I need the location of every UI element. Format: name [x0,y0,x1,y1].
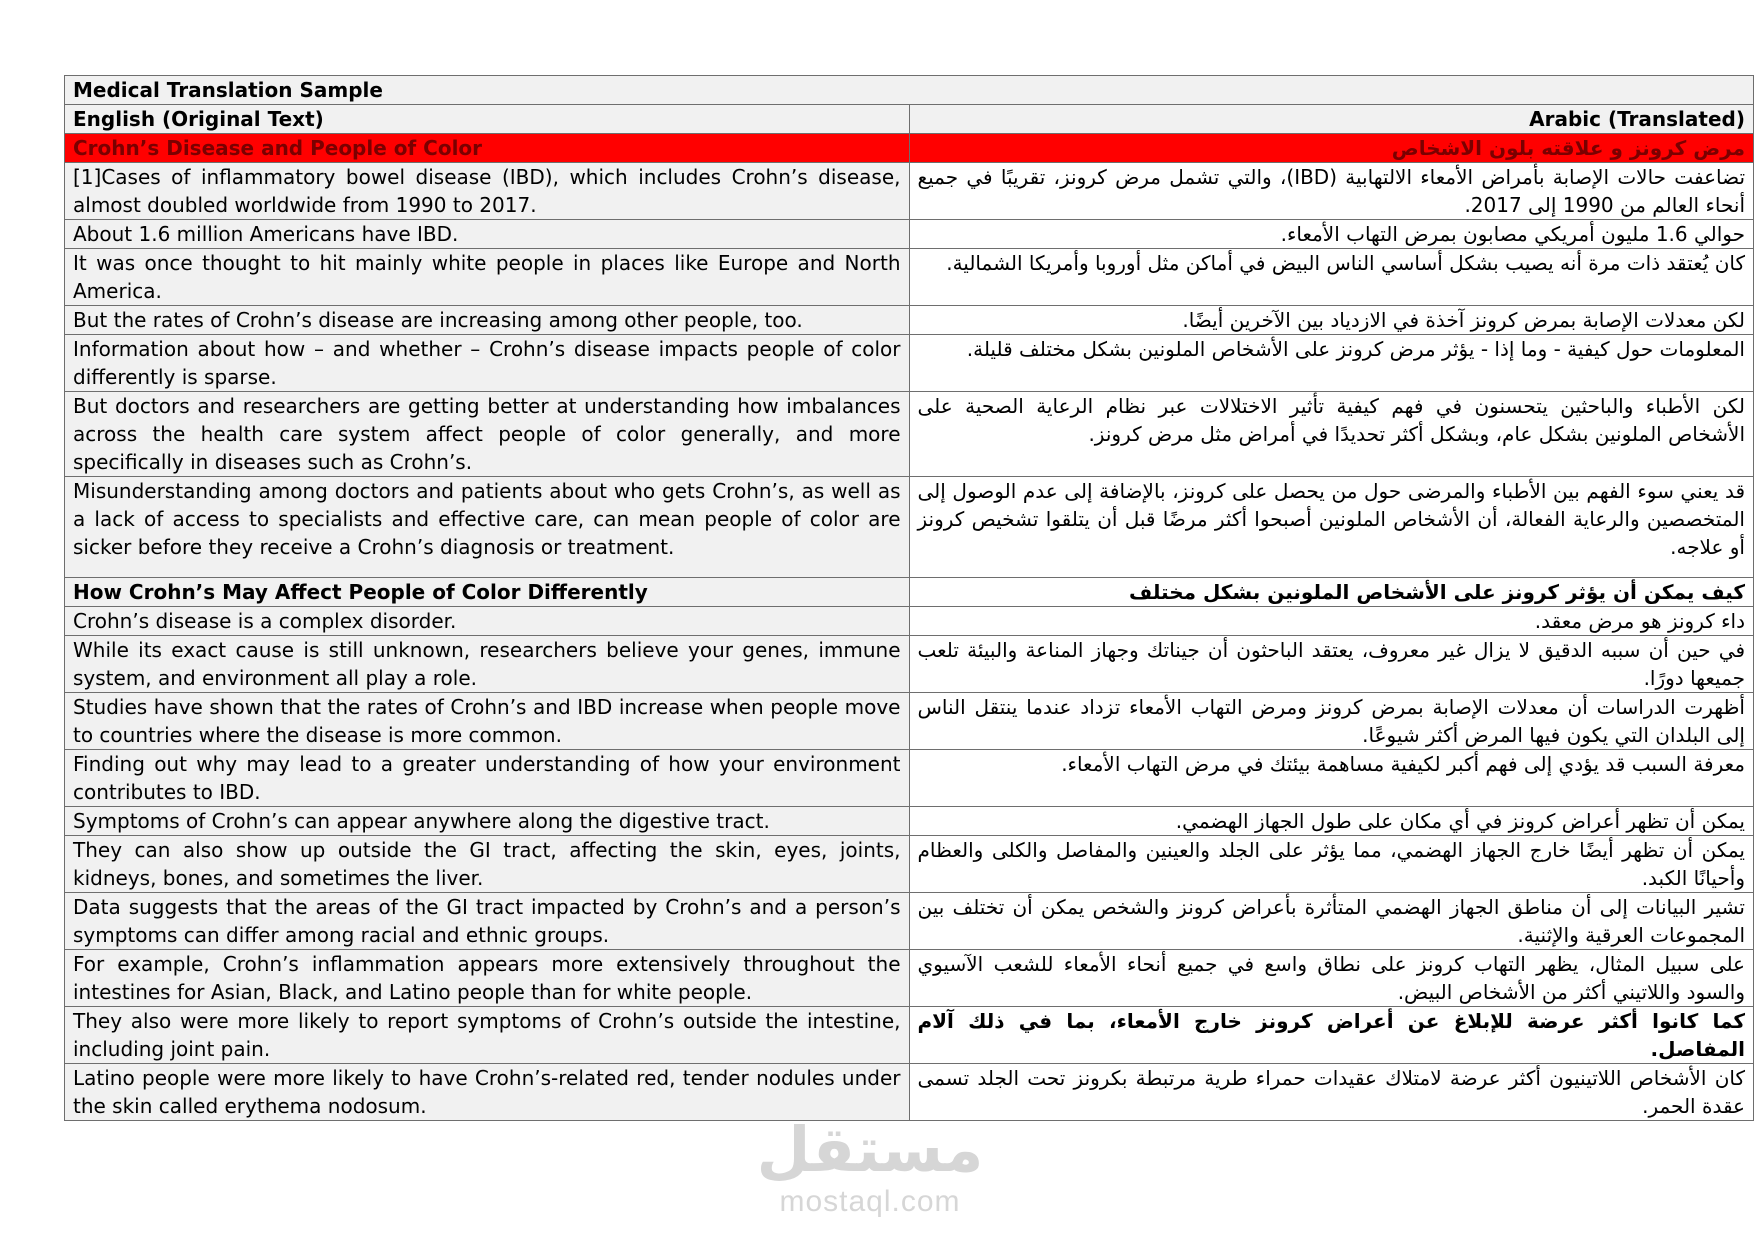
arabic-cell: داء كرونز هو مرض معقد. [909,607,1754,636]
english-cell: Finding out why may lead to a greater understanding of how your environment contributes to IBD. [65,750,910,807]
table-row [65,477,1754,578]
english-cell: But the rates of Crohn’s disease are increasing among other people, too. [65,306,910,335]
arabic-cell: كان الأشخاص اللاتينيون أكثر عرضة لامتلاك عقيدات حمراء طرية مرتبطة بكرونز تحت الجلد تسمى عقدة الحمر. [909,1064,1754,1121]
arabic-cell: يمكن أن تظهر أيضًا خارج الجهاز الهضمي، مما يؤثر على الجلد والعينين والمفاصل والكلى والعظام وأحيانًا الكبد. [909,836,1754,893]
english-cell: They also were more likely to report symptoms of Crohn’s outside the intestine, including joint pain. [65,1007,910,1064]
section-heading-arabic: كيف يمكن أن يؤثر كرونز على الأشخاص الملونين بشكل مختلف [909,578,1754,607]
arabic-cell: لكن معدلات الإصابة بمرض كرونز آخذة في الازدياد بين الآخرين أيضًا. [909,306,1754,335]
arabic-cell: على سبيل المثال، يظهر التهاب كرونز على نطاق واسع في جميع أنحاء الأمعاء للشعب الآسيوي والسود واللاتيني أكثر من الأشخاص البيض. [909,950,1754,1007]
arabic-cell: المعلومات حول كيفية - وما إذا - يؤثر مرض كرونز على الأشخاص الملونين بشكل مختلف قليلة. [909,335,1754,392]
table-row [65,1007,1754,1064]
table-row [65,750,1754,807]
english-cell: Data suggests that the areas of the GI tract impacted by Crohn’s and a person’s symptoms can differ among racial and ethnic groups. [65,893,910,950]
arabic-cell: قد يعني سوء الفهم بين الأطباء والمرضى حول من يحصل على كرونز، بالإضافة إلى عدم الوصول إلى المتخصصين والرعاية الفعالة، أن الأشخاص الملونين أصبحوا أكثر مرضًا قبل أن يتلقوا تشخيص كرونز أو علاجه. [909,477,1754,578]
arabic-column-header: Arabic (Translated) [909,105,1754,134]
arabic-cell: تضاعفت حالات الإصابة بأمراض الأمعاء الالتهابية (IBD)، والتي تشمل مرض كرونز، تقريبًا في جميع أنحاء العالم من 1990 إلى 2017. [909,163,1754,220]
english-cell: Symptoms of Crohn’s can appear anywhere along the digestive tract. [65,807,910,836]
english-cell: About 1.6 million Americans have IBD. [65,220,910,249]
table-title: Medical Translation Sample [65,76,1754,105]
section-heading-row [65,134,1754,163]
watermark-latin: mostaql.com [779,1185,961,1218]
arabic-cell: يمكن أن تظهر أعراض كرونز في أي مكان على طول الجهاز الهضمي. [909,807,1754,836]
arabic-cell: تشير البيانات إلى أن مناطق الجهاز الهضمي المتأثرة بأعراض كرونز والشخص يمكن أن تختلف بين المجموعات العرقية والإثنية. [909,893,1754,950]
english-cell: Studies have shown that the rates of Crohn’s and IBD increase when people move to countries where the disease is more common. [65,693,910,750]
table-row [65,163,1754,220]
table-row [65,693,1754,750]
table-title-row [65,76,1754,105]
english-cell: Misunderstanding among doctors and patients about who gets Crohn’s, as well as a lack of access to specialists and effective care, can mean people of color are sicker before they receive a Crohn’s diagnosis or treatment. [65,477,910,578]
table-row [65,392,1754,477]
table-row [65,1064,1754,1121]
mostaql-watermark [740,1115,1000,1219]
section-heading-english: Crohn’s Disease and People of Color [65,134,910,163]
arabic-cell: حوالي 1.6 مليون أمريكي مصابون بمرض التهاب الأمعاء. [909,220,1754,249]
table-row [65,249,1754,306]
table-row [65,836,1754,893]
arabic-cell: معرفة السبب قد يؤدي إلى فهم أكبر لكيفية مساهمة بيئتك في مرض التهاب الأمعاء. [909,750,1754,807]
english-cell: While its exact cause is still unknown, researchers believe your genes, immune system, and environment all play a role. [65,636,910,693]
english-column-header: English (Original Text) [65,105,910,134]
section-heading-english: How Crohn’s May Affect People of Color Differently [65,578,910,607]
table-row [65,636,1754,693]
table-row [65,807,1754,836]
english-cell: [1]Cases of inflammatory bowel disease (IBD), which includes Crohn’s disease, almost doubled worldwide from 1990 to 2017. [65,163,910,220]
english-cell: But doctors and researchers are getting better at understanding how imbalances across the health care system affect people of color generally, and more specifically in diseases such as Crohn’s. [65,392,910,477]
section-heading-arabic: مرض كرونز و علاقته بلون الاشخاص [909,134,1754,163]
watermark-arabic: مستقل [756,1113,984,1186]
table-row [65,607,1754,636]
arabic-cell: أظهرت الدراسات أن معدلات الإصابة بمرض كرونز ومرض التهاب الأمعاء تزداد عندما ينتقل الناس إلى البلدان التي يكون فيها المرض أكثر شيوعًا. [909,693,1754,750]
arabic-cell: في حين أن سببه الدقيق لا يزال غير معروف، يعتقد الباحثون أن جيناتك وجهاز المناعة والبيئة تلعب جميعها دورًا. [909,636,1754,693]
english-cell: For example, Crohn’s inflammation appears more extensively throughout the intestines for Asian, Black, and Latino people than for white people. [65,950,910,1007]
english-cell: It was once thought to hit mainly white people in places like Europe and North America. [65,249,910,306]
section-heading-row [65,578,1754,607]
english-cell: Latino people were more likely to have Crohn’s-related red, tender nodules under the skin called erythema nodosum. [65,1064,910,1121]
table-row [65,950,1754,1007]
table-row [65,893,1754,950]
arabic-cell: كما كانوا أكثر عرضة للإبلاغ عن أعراض كرونز خارج الأمعاء، بما في ذلك آلام المفاصل. [909,1007,1754,1064]
english-cell: They can also show up outside the GI tract, affecting the skin, eyes, joints, kidneys, bones, and sometimes the liver. [65,836,910,893]
table-row [65,306,1754,335]
column-header-row [65,105,1754,134]
english-cell: Crohn’s disease is a complex disorder. [65,607,910,636]
arabic-cell: كان يُعتقد ذات مرة أنه يصيب بشكل أساسي الناس البيض في أماكن مثل أوروبا وأمريكا الشمالية. [909,249,1754,306]
table-row [65,335,1754,392]
english-cell: Information about how – and whether – Crohn’s disease impacts people of color differently is sparse. [65,335,910,392]
translation-table [64,75,1754,1121]
arabic-cell: لكن الأطباء والباحثين يتحسنون في فهم كيفية تأثير الاختلالات عبر نظام الرعاية الصحية على الأشخاص الملونين بشكل عام، وبشكل أكثر تحديدًا في أمراض مثل مرض كرونز. [909,392,1754,477]
table-row [65,220,1754,249]
